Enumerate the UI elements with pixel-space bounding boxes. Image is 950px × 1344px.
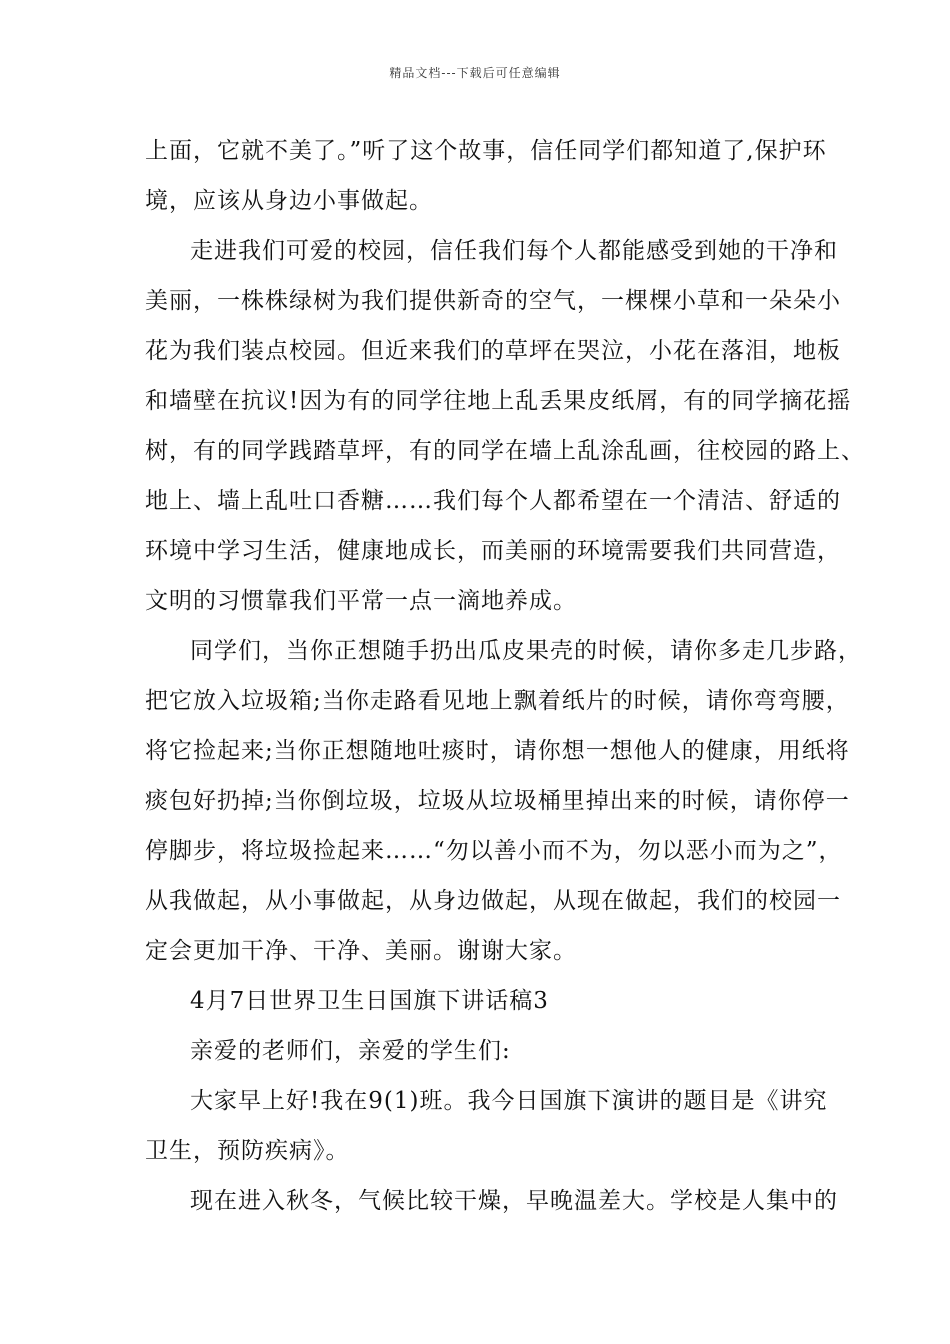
text-line: 上面，它就不美了。”听了这个故事，信任同学们都知道了,保护环 bbox=[145, 138, 827, 164]
text-line: 现在进入秋冬，气候比较干燥，早晚温差大。学校是人集中的 bbox=[190, 1188, 838, 1214]
text-line: 痰包好扔掉;当你倒垃圾，垃圾从垃圾桶里掉出来的时候，请你停一 bbox=[145, 788, 850, 814]
text-line: 境，应该从身边小事做起。 bbox=[145, 188, 433, 214]
text-line: 地上、墙上乱吐口香糖……我们每个人都希望在一个清洁、舒适的 bbox=[145, 488, 841, 514]
text-line: 大家早上好!我在9(1)班。我今日国旗下演讲的题目是《讲究 bbox=[190, 1088, 828, 1114]
text-line: 花为我们装点校园。但近来我们的草坪在哭泣，小花在落泪，地板 bbox=[145, 338, 841, 364]
text-line: 亲爱的老师们，亲爱的学生们: bbox=[190, 1038, 511, 1064]
text-line: 美丽，一株株绿树为我们提供新奇的空气，一棵棵小草和一朵朵小 bbox=[145, 288, 841, 314]
text-line: 从我做起，从小事做起，从身边做起，从现在做起，我们的校园一 bbox=[145, 888, 841, 914]
text-line: 同学们，当你正想随手扔出瓜皮果壳的时候，请你多走几步路， bbox=[190, 638, 862, 664]
text-line: 停脚步，将垃圾捡起来……“勿以善小而不为，勿以恶小而为之”， bbox=[145, 838, 843, 864]
page-header: 精品文档---下载后可任意编辑 bbox=[389, 66, 561, 80]
text-line: 和墙壁在抗议!因为有的同学往地上乱丢果皮纸屑，有的同学摘花摇 bbox=[145, 388, 852, 414]
text-line: 定会更加干净、干净、美丽。谢谢大家。 bbox=[145, 938, 577, 964]
text-line: 文明的习惯靠我们平常一点一滴地养成。 bbox=[145, 588, 577, 614]
section-title: 4月7日世界卫生日国旗下讲话稿3 bbox=[190, 988, 549, 1014]
text-line: 走进我们可爱的校园，信任我们每个人都能感受到她的干净和 bbox=[190, 238, 838, 264]
text-line: 把它放入垃圾箱;当你走路看见地上飘着纸片的时候，请你弯弯腰， bbox=[145, 688, 850, 714]
text-line: 将它捡起来;当你正想随地吐痰时，请你想一想他人的健康，用纸将 bbox=[145, 738, 850, 764]
text-line: 树，有的同学践踏草坪，有的同学在墙上乱涂乱画，往校园的路上、 bbox=[145, 438, 865, 464]
text-line: 卫生，预防疾病》。 bbox=[145, 1138, 350, 1164]
text-line: 环境中学习生活，健康地成长，而美丽的环境需要我们共同营造， bbox=[145, 538, 841, 564]
